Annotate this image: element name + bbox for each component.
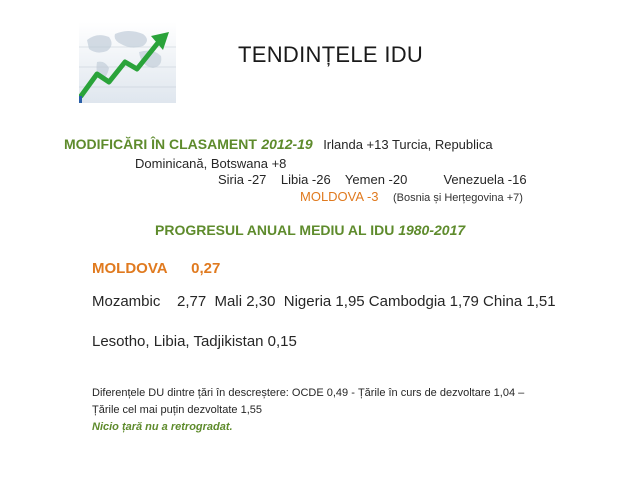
- progress-moldova-value: 0,27: [191, 260, 221, 277]
- progress-top-line: Mozambic 2,77 Mali 2,30 Nigeria 1,95 Cambodgia 1,79 China 1,51: [92, 293, 556, 310]
- growth-chart-icon: [79, 22, 176, 103]
- footnote-line-2: Țările cel mai puțin dezvoltate 1,55: [92, 404, 262, 416]
- progress-heading: [155, 222, 465, 238]
- ranking-line-4: [300, 188, 523, 206]
- ranking-line-1: [64, 136, 493, 154]
- progress-period: 1980-2017: [398, 222, 466, 238]
- footnote-line-3: Nicio țară nu a retrogradat.: [92, 421, 233, 433]
- progress-label: PROGRESUL ANUAL MEDIU AL IDU: [155, 222, 395, 238]
- ranking-line-1-text: Irlanda +13 Turcia, Republica: [323, 137, 493, 152]
- footnote: [92, 385, 524, 436]
- progress-moldova-label: MOLDOVA: [92, 260, 167, 277]
- progress-low-line: Lesotho, Libia, Tadjikistan 0,15: [92, 333, 297, 350]
- ranking-line-3: Siria -27 Libia -26 Yemen -20 Venezuela -16: [218, 172, 527, 187]
- ranking-label: MODIFICĂRI ÎN CLASAMENT: [64, 136, 257, 152]
- ranking-bosnia: (Bosnia și Herțegovina +7): [392, 192, 523, 204]
- footnote-line-1: Diferențele DU dintre țări în descreștere: OCDE 0,49 - Țările în curs de dezvoltare 1,04 –: [92, 387, 525, 399]
- ranking-period: 2012-19: [261, 136, 313, 152]
- progress-moldova: [92, 260, 220, 277]
- ranking-line-2: Dominicană, Botswana +8: [135, 156, 287, 171]
- slide-title: TENDINȚELE IDU: [238, 42, 424, 67]
- ranking-moldova: MOLDOVA -3: [300, 189, 379, 204]
